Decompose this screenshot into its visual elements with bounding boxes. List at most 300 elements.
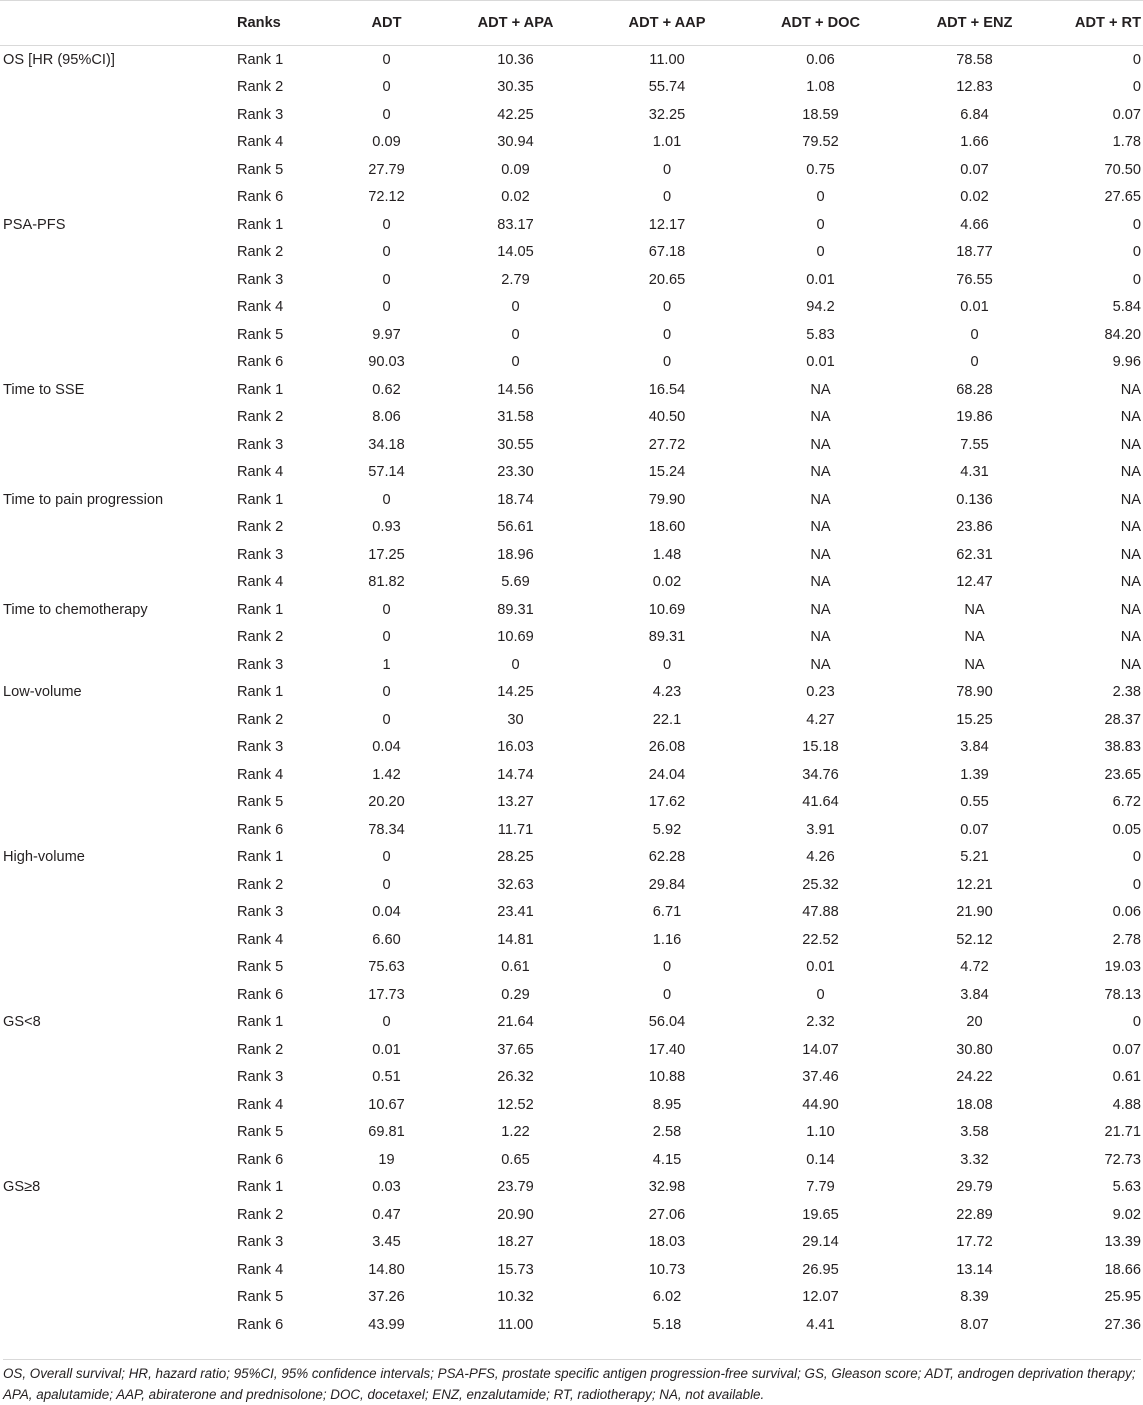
outcome-label-empty (0, 404, 230, 432)
cell-adt-enz: 17.72 (956, 1234, 993, 1251)
cell-adt-apa: 21.64 (497, 1014, 534, 1031)
rank-label: Rank 1 (237, 601, 284, 618)
cell-adt-aap: 1.48 (652, 546, 682, 563)
outcome-label-empty (0, 156, 230, 184)
outcome-label-empty (0, 129, 230, 157)
cell-adt: 0 (382, 79, 391, 96)
cell-adt-apa: 13.27 (497, 794, 534, 811)
cell-adt-doc: NA (810, 656, 831, 673)
cell-adt: 6.60 (372, 931, 401, 948)
cell-adt-enz: 15.25 (956, 711, 993, 728)
cell-adt-apa: 18.96 (497, 546, 534, 563)
rank-label: Rank 6 (237, 986, 284, 1003)
cell-adt-doc: 15.18 (802, 739, 839, 756)
table-row (0, 734, 1143, 762)
outcome-label-empty (0, 1146, 230, 1174)
table-row (0, 101, 1143, 129)
cell-adt-rt: 13.39 (1104, 1234, 1141, 1251)
table-row (0, 1119, 1143, 1147)
cell-adt-enz: 52.12 (956, 931, 993, 948)
cell-adt-doc: 2.32 (806, 1014, 835, 1031)
table-row (0, 266, 1143, 294)
cell-adt-rt: 5.84 (1112, 299, 1141, 316)
cell-adt-rt: 0 (1132, 244, 1141, 261)
table-row (0, 899, 1143, 927)
table-row (0, 486, 1143, 514)
cell-adt-rt: NA (1120, 629, 1141, 646)
cell-adt-rt: 72.73 (1104, 1151, 1141, 1168)
cell-adt-apa: 0.61 (501, 959, 530, 976)
rank-label: Rank 3 (237, 1069, 284, 1086)
cell-adt-rt: NA (1120, 491, 1141, 508)
table-row (0, 1311, 1143, 1339)
cell-adt-doc: 0 (816, 189, 825, 206)
outcome-label-empty (0, 321, 230, 349)
cell-adt-aap: 0 (662, 326, 672, 343)
cell-adt: 0 (382, 629, 391, 646)
cell-adt-rt: NA (1120, 436, 1141, 453)
cell-adt-aap: 18.60 (648, 519, 686, 536)
rank-label: Rank 6 (237, 821, 284, 838)
outcome-label-empty (0, 981, 230, 1009)
outcome-label-empty (0, 816, 230, 844)
cell-adt-enz: 0.07 (960, 821, 989, 838)
cell-adt-aap: 0 (662, 959, 672, 976)
table-row (0, 321, 1143, 349)
cell-adt-doc: 0.23 (806, 684, 835, 701)
cell-adt-aap: 17.62 (648, 794, 686, 811)
cell-adt-apa: 30.35 (497, 79, 534, 96)
table-row (0, 129, 1143, 157)
table-row (0, 679, 1143, 707)
cell-adt-apa: 26.32 (497, 1069, 534, 1086)
cell-adt-enz: 68.28 (956, 381, 993, 398)
cell-adt-apa: 14.05 (497, 244, 534, 261)
cell-adt-aap: 27.72 (648, 436, 686, 453)
cell-adt: 0 (382, 299, 391, 316)
cell-adt-apa: 89.31 (497, 601, 534, 618)
table-row (0, 404, 1143, 432)
rank-label: Rank 3 (237, 739, 284, 756)
rank-label: Rank 1 (237, 491, 284, 508)
cell-adt-aap: 62.28 (648, 849, 686, 866)
cell-adt: 10.67 (368, 1096, 405, 1113)
outcome-label: GS≥8 (3, 1179, 41, 1196)
outcome-label-empty (0, 734, 230, 762)
cell-adt-aap: 6.71 (652, 904, 682, 921)
cell-adt: 72.12 (368, 189, 405, 206)
cell-adt-aap: 1.01 (652, 134, 682, 151)
cell-adt-rt: 28.37 (1104, 711, 1141, 728)
outcome-label-empty (0, 569, 230, 597)
cell-adt-aap: 24.04 (648, 766, 686, 783)
cell-adt-doc: 0.01 (806, 959, 835, 976)
cell-adt-enz: 6.84 (960, 106, 989, 123)
table-row (0, 74, 1143, 102)
outcome-label-empty (0, 1284, 230, 1312)
cell-adt: 9.97 (372, 326, 401, 343)
cell-adt-rt: NA (1120, 381, 1141, 398)
cell-adt: 27.79 (368, 161, 405, 178)
cell-adt-enz: 20 (966, 1014, 983, 1031)
cell-adt-apa: 10.69 (497, 629, 534, 646)
cell-adt: 78.34 (368, 821, 405, 838)
cell-adt: 17.25 (368, 546, 405, 563)
cell-adt-aap: 20.65 (648, 271, 686, 288)
cell-adt-aap: 16.54 (648, 381, 686, 398)
cell-adt-enz: 7.55 (960, 436, 989, 453)
cell-adt-apa: 14.56 (497, 381, 534, 398)
cell-adt-rt: NA (1120, 601, 1141, 618)
cell-adt: 3.45 (372, 1234, 401, 1251)
cell-adt-enz: 4.66 (960, 216, 989, 233)
cell-adt-aap: 56.04 (648, 1014, 686, 1031)
outcome-label: Time to chemotherapy (3, 601, 148, 618)
table-row (0, 981, 1143, 1009)
cell-adt: 34.18 (368, 436, 405, 453)
rank-label: Rank 4 (237, 134, 284, 151)
rank-label: Rank 6 (237, 1151, 284, 1168)
outcome-label-empty (0, 1119, 230, 1147)
cell-adt-enz: 78.58 (956, 51, 993, 68)
cell-adt-doc: 26.95 (802, 1261, 839, 1278)
rank-label: Rank 2 (237, 244, 284, 261)
cell-adt-aap: 79.90 (648, 491, 686, 508)
table-row (0, 1174, 1143, 1202)
cell-adt-doc: 4.26 (806, 849, 835, 866)
outcome-label-empty (0, 1036, 230, 1064)
table-row (0, 926, 1143, 954)
cell-adt-doc: 0.01 (806, 271, 835, 288)
cell-adt-enz: 3.84 (960, 739, 989, 756)
cell-adt-rt: 0 (1132, 79, 1141, 96)
cell-adt-apa: 0.09 (501, 161, 530, 178)
cell-adt-aap: 8.95 (652, 1096, 682, 1113)
cell-adt-apa: 14.81 (497, 931, 534, 948)
cell-adt-apa: 12.52 (497, 1096, 534, 1113)
outcome-label-empty (0, 871, 230, 899)
cell-adt-enz: 29.79 (956, 1179, 993, 1196)
rank-label: Rank 4 (237, 766, 284, 783)
header-adt-aap: ADT + AAP (594, 1, 740, 46)
cell-adt: 90.03 (368, 354, 405, 371)
cell-adt-doc: NA (810, 574, 831, 591)
cell-adt-apa: 20.90 (497, 1206, 534, 1223)
cell-adt-apa: 0 (511, 656, 520, 673)
cell-adt-apa: 56.61 (497, 519, 534, 536)
outcome-label-empty (0, 101, 230, 129)
cell-adt-aap: 12.17 (648, 216, 686, 233)
cell-adt: 1.42 (372, 766, 401, 783)
rank-label: Rank 4 (237, 574, 284, 591)
outcome-label-empty (0, 1229, 230, 1257)
cell-adt: 75.63 (368, 959, 405, 976)
cell-adt: 0 (382, 684, 391, 701)
header-adt-doc: ADT + DOC (740, 1, 901, 46)
cell-adt-rt: NA (1120, 519, 1141, 536)
cell-adt-rt: 84.20 (1104, 326, 1141, 343)
cell-adt-enz: 18.08 (956, 1096, 993, 1113)
rank-label: Rank 4 (237, 1261, 284, 1278)
outcome-label: Time to pain progression (3, 491, 164, 508)
cell-adt-rt: 5.63 (1112, 1179, 1141, 1196)
cell-adt-aap: 10.73 (648, 1261, 686, 1278)
cell-adt-rt: 2.78 (1112, 931, 1141, 948)
cell-adt-apa: 0 (511, 326, 520, 343)
cell-adt-apa: 11.00 (497, 1316, 534, 1333)
outcome-label-empty (0, 541, 230, 569)
rank-label: Rank 4 (237, 931, 284, 948)
cell-adt-doc: NA (810, 601, 831, 618)
cell-adt: 0 (382, 216, 391, 233)
cell-adt-aap: 11.00 (649, 51, 685, 68)
table-row (0, 624, 1143, 652)
cell-adt: 0.09 (372, 134, 401, 151)
table-row (0, 1064, 1143, 1092)
table-row (0, 541, 1143, 569)
cell-adt-enz: 4.31 (960, 464, 989, 481)
table-row (0, 1284, 1143, 1312)
rank-label: Rank 3 (237, 904, 284, 921)
cell-adt-rt: 25.95 (1104, 1289, 1141, 1306)
cell-adt-doc: 7.79 (806, 1179, 835, 1196)
cell-adt-rt: 0.07 (1112, 1041, 1141, 1058)
cell-adt-aap: 18.03 (648, 1234, 686, 1251)
cell-adt: 0.93 (372, 519, 401, 536)
table-row (0, 1036, 1143, 1064)
cell-adt-aap: 0 (662, 161, 672, 178)
cell-adt-rt: 4.88 (1112, 1096, 1141, 1113)
table-row (0, 1146, 1143, 1174)
table-row (0, 514, 1143, 542)
table-row (0, 294, 1143, 322)
cell-adt-rt: NA (1120, 546, 1141, 563)
cell-adt-enz: 0.02 (960, 189, 989, 206)
cell-adt-enz: 0.01 (960, 299, 989, 316)
table-row (0, 1009, 1143, 1037)
rank-label: Rank 1 (237, 849, 284, 866)
cell-adt-doc: 47.88 (802, 904, 839, 921)
cell-adt-doc: 34.76 (802, 766, 839, 783)
table-row (0, 1091, 1143, 1119)
cell-adt-enz: NA (964, 656, 985, 673)
cell-adt-apa: 30 (507, 711, 524, 728)
cell-adt-aap: 26.08 (648, 739, 686, 756)
cell-adt-apa: 15.73 (497, 1261, 534, 1278)
cell-adt-aap: 0.02 (652, 574, 682, 591)
cell-adt-enz: 62.31 (956, 546, 993, 563)
cell-adt-rt: NA (1120, 409, 1141, 426)
cell-adt-aap: 5.92 (652, 821, 682, 838)
cell-adt-aap: 29.84 (648, 876, 686, 893)
header-adt-rt: ADT + RT (1048, 1, 1143, 46)
rank-label: Rank 2 (237, 1041, 284, 1058)
cell-adt-enz: 18.77 (956, 244, 993, 261)
cell-adt-doc: 0 (816, 216, 825, 233)
cell-adt-doc: NA (810, 546, 831, 563)
cell-adt-doc: 22.52 (802, 931, 839, 948)
cell-adt-rt: 0 (1132, 1014, 1141, 1031)
table-row (0, 789, 1143, 817)
cell-adt-apa: 83.17 (497, 216, 534, 233)
cell-adt: 57.14 (368, 464, 405, 481)
cell-adt: 0.04 (372, 904, 401, 921)
cell-adt-apa: 0.29 (501, 986, 530, 1003)
cell-adt-doc: NA (810, 436, 831, 453)
outcome-label-empty (0, 184, 230, 212)
cell-adt-enz: 1.39 (960, 766, 989, 783)
outcome-label-empty (0, 514, 230, 542)
cell-adt-apa: 23.79 (497, 1179, 534, 1196)
rank-label: Rank 5 (237, 1124, 284, 1141)
cell-adt-rt: 9.96 (1112, 354, 1141, 371)
outcome-label-empty (0, 899, 230, 927)
rank-label: Rank 6 (237, 1316, 284, 1333)
cell-adt-aap: 4.23 (652, 684, 682, 701)
cell-adt-apa: 10.32 (497, 1289, 534, 1306)
cell-adt-rt: 0 (1132, 876, 1141, 893)
cell-adt-enz: 13.14 (956, 1261, 993, 1278)
cell-adt-rt: 0 (1132, 271, 1141, 288)
rank-label: Rank 6 (237, 189, 284, 206)
cell-adt: 43.99 (368, 1316, 405, 1333)
header-adt-apa: ADT + APA (437, 1, 594, 46)
cell-adt-apa: 0 (511, 299, 520, 316)
rank-label: Rank 3 (237, 656, 284, 673)
table-row (0, 184, 1143, 212)
cell-adt-rt: 21.71 (1104, 1124, 1141, 1141)
cell-adt-apa: 14.25 (497, 684, 534, 701)
cell-adt-aap: 10.69 (648, 601, 686, 618)
table-row (0, 46, 1143, 74)
table-row (0, 761, 1143, 789)
cell-adt-aap: 10.88 (648, 1069, 686, 1086)
cell-adt-aap: 1.16 (652, 931, 682, 948)
rank-label: Rank 2 (237, 711, 284, 728)
cell-adt: 0 (382, 271, 391, 288)
cell-adt-aap: 5.18 (652, 1316, 682, 1333)
cell-adt-aap: 89.31 (648, 629, 686, 646)
header-adt: ADT (336, 1, 437, 46)
cell-adt-enz: 12.21 (956, 876, 993, 893)
cell-adt-enz: 3.32 (960, 1151, 989, 1168)
cell-adt-rt: NA (1120, 574, 1141, 591)
cell-adt-doc: NA (810, 519, 831, 536)
cell-adt: 14.80 (368, 1261, 405, 1278)
cell-adt-enz: 23.86 (956, 519, 993, 536)
cell-adt-rt: 0 (1132, 849, 1141, 866)
outcome-label-empty (0, 294, 230, 322)
cell-adt-rt: 9.02 (1112, 1206, 1141, 1223)
table-row (0, 349, 1143, 377)
cell-adt-apa: 23.30 (497, 464, 534, 481)
cell-adt-apa: 14.74 (497, 766, 534, 783)
table-row (0, 651, 1143, 679)
cell-adt-doc: 44.90 (802, 1096, 839, 1113)
rank-label: Rank 5 (237, 1289, 284, 1306)
outcome-label: Low-volume (3, 684, 82, 701)
cell-adt-apa: 23.41 (497, 904, 534, 921)
cell-adt-apa: 28.25 (497, 849, 534, 866)
cell-adt-doc: 19.65 (802, 1206, 839, 1223)
cell-adt-aap: 15.24 (648, 464, 686, 481)
table-row (0, 1201, 1143, 1229)
rank-label: Rank 2 (237, 1206, 284, 1223)
rank-label: Rank 4 (237, 1096, 284, 1113)
cell-adt-apa: 0.02 (501, 189, 530, 206)
cell-adt-enz: 30.80 (956, 1041, 993, 1058)
cell-adt-rt: 18.66 (1104, 1261, 1141, 1278)
outcome-label-empty (0, 761, 230, 789)
outcome-label-empty (0, 1064, 230, 1092)
cell-adt-apa: 1.22 (501, 1124, 530, 1141)
header-outcome (0, 1, 230, 46)
rank-label: Rank 1 (237, 684, 284, 701)
cell-adt: 0 (382, 849, 391, 866)
cell-adt-aap: 32.25 (648, 106, 686, 123)
table-row (0, 156, 1143, 184)
outcome-label: Time to SSE (3, 381, 85, 398)
rank-label: Rank 1 (237, 381, 284, 398)
outcome-label-empty (0, 459, 230, 487)
cell-adt-enz: 12.83 (956, 79, 993, 96)
cell-adt-apa: 42.25 (497, 106, 534, 123)
rank-label: Rank 3 (237, 106, 284, 123)
cell-adt-rt: 23.65 (1104, 766, 1141, 783)
cell-adt-rt: 19.03 (1104, 959, 1141, 976)
cell-adt-enz: 76.55 (956, 271, 993, 288)
outcome-label-empty (0, 624, 230, 652)
header-row (0, 1, 1143, 46)
outcome-label-empty (0, 74, 230, 102)
cell-adt-rt: 70.50 (1104, 161, 1141, 178)
table-footnote: OS, Overall survival; HR, hazard ratio; 95%CI, 95% confidence intervals; PSA-PFS, prostate specific antigen progression-free survival; GS, Gleason score; ADT, androgen deprivation therapy; APA, apalutamide; AAP, abiraterone and prednisolone; DOC, docetaxel; ENZ, enzalutamide; RT, radiotherapy; NA, not available. (3, 1359, 1141, 1405)
cell-adt-enz: 8.07 (960, 1316, 989, 1333)
cell-adt-rt: 0 (1132, 216, 1141, 233)
cell-adt-enz: 12.47 (956, 574, 993, 591)
cell-adt-doc: 18.59 (802, 106, 839, 123)
rank-label: Rank 2 (237, 79, 284, 96)
cell-adt-doc: 4.41 (806, 1316, 835, 1333)
outcome-label-empty (0, 651, 230, 679)
cell-adt-aap: 67.18 (648, 244, 686, 261)
cell-adt-doc: 14.07 (802, 1041, 839, 1058)
cell-adt-doc: 0.06 (806, 51, 835, 68)
cell-adt-apa: 18.27 (497, 1234, 534, 1251)
rank-label: Rank 3 (237, 1234, 284, 1251)
cell-adt-doc: NA (810, 491, 831, 508)
cell-adt-enz: 24.22 (956, 1069, 993, 1086)
cell-adt-rt: 0.05 (1112, 821, 1141, 838)
cell-adt: 0 (382, 601, 391, 618)
cell-adt-rt: NA (1120, 656, 1141, 673)
cell-adt-apa: 37.65 (497, 1041, 534, 1058)
cell-adt-doc: 29.14 (802, 1234, 839, 1251)
rank-label: Rank 4 (237, 464, 284, 481)
cell-adt-doc: NA (810, 629, 831, 646)
cell-adt-doc: 1.10 (806, 1124, 835, 1141)
outcome-label-empty (0, 926, 230, 954)
cell-adt-enz: 3.84 (960, 986, 989, 1003)
cell-adt: 0 (382, 876, 391, 893)
outcome-label-empty (0, 1256, 230, 1284)
cell-adt-doc: 0.75 (806, 161, 835, 178)
cell-adt-rt: 6.72 (1112, 794, 1141, 811)
table-row (0, 706, 1143, 734)
table-row (0, 596, 1143, 624)
rank-label: Rank 4 (237, 299, 284, 316)
rank-label: Rank 6 (237, 354, 284, 371)
